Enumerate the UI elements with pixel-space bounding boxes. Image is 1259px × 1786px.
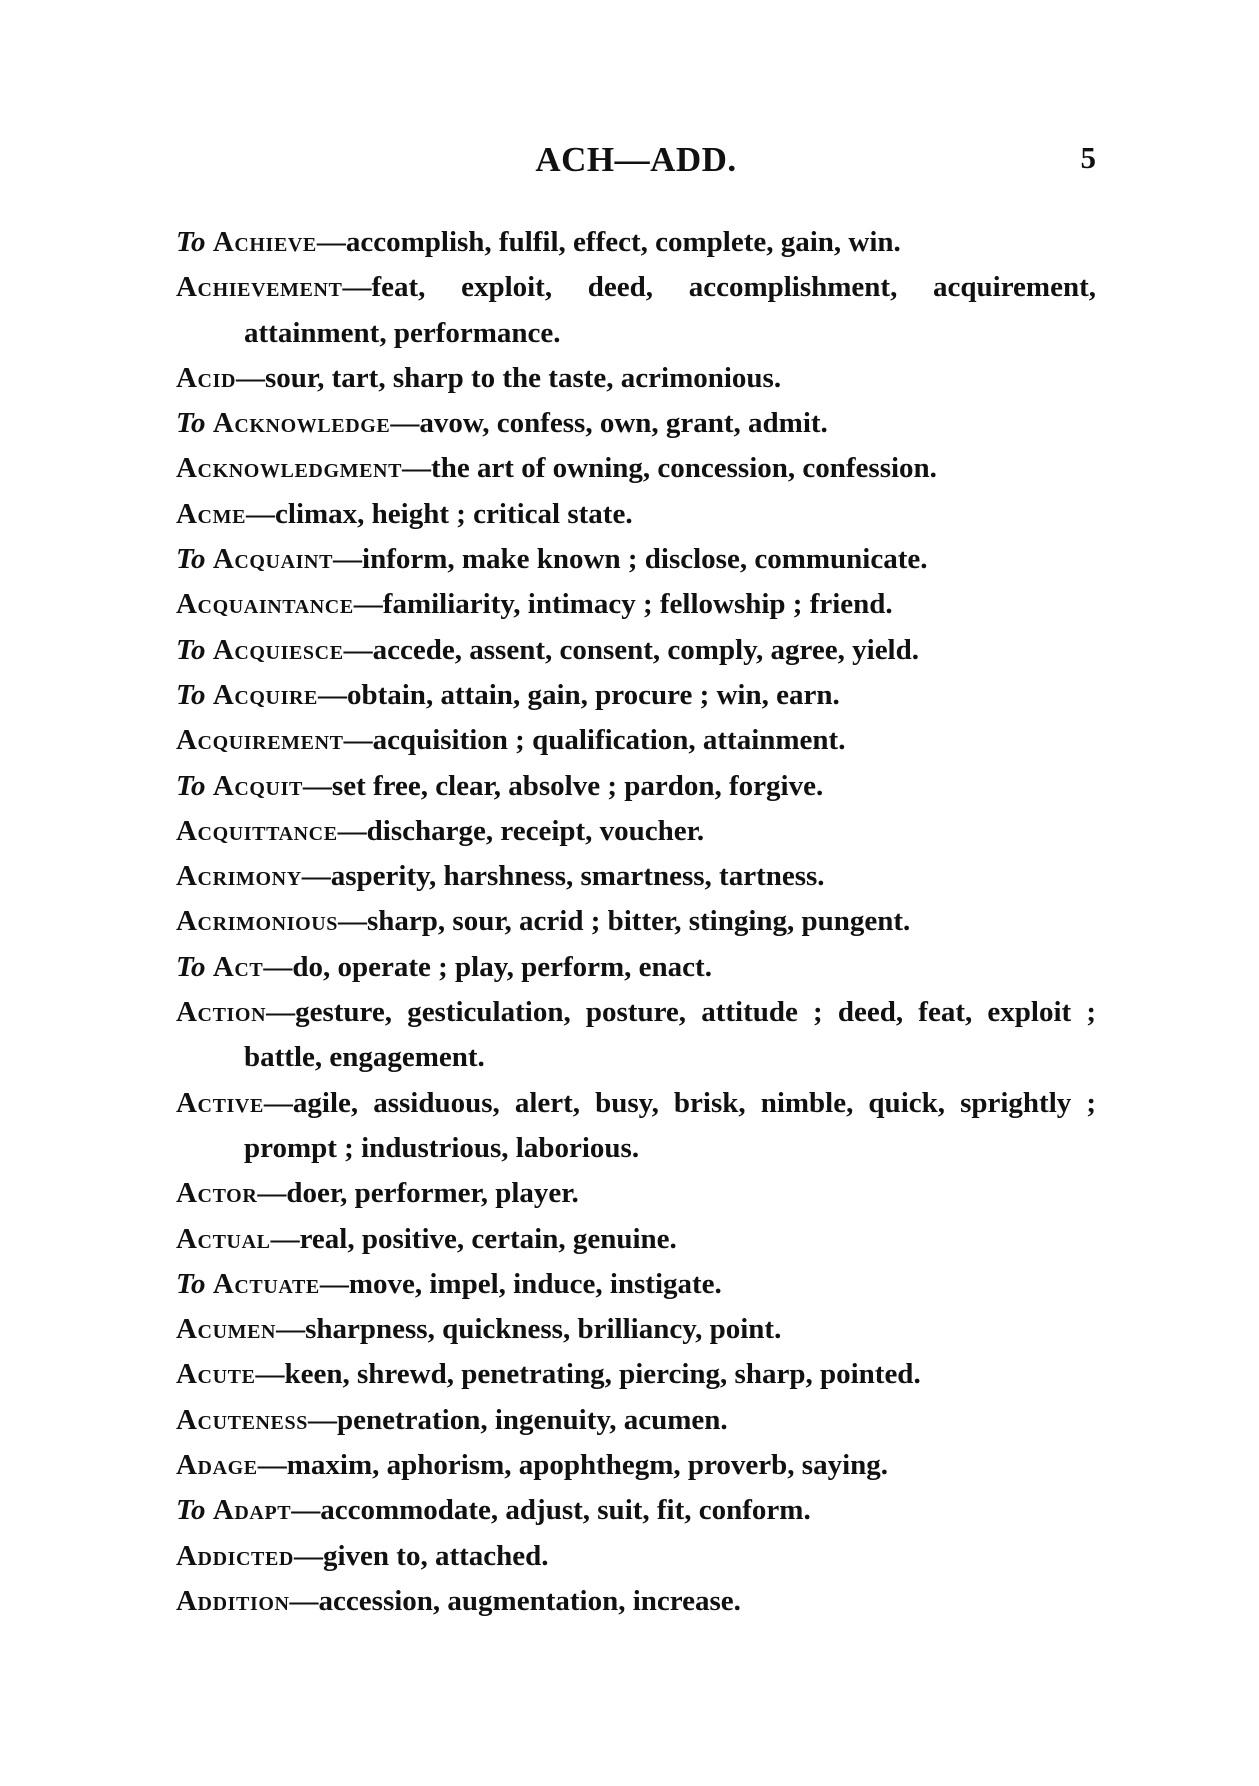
entry-definition: —inform, make known ; disclose, communicate. bbox=[333, 543, 928, 576]
entry-definition: —penetration, ingenuity, acumen. bbox=[307, 1403, 728, 1436]
entry-headword: Acquirement bbox=[176, 724, 344, 757]
entry-headword: Acknowledge bbox=[212, 407, 391, 440]
entry-definition: —discharge, receipt, voucher. bbox=[337, 814, 705, 847]
entry-headword: Acuteness bbox=[176, 1403, 308, 1436]
entry bbox=[176, 220, 1096, 265]
entry-definition: —sharpness, quickness, brilliancy, point. bbox=[276, 1313, 782, 1346]
entry-definition: —move, impel, induce, instigate. bbox=[319, 1267, 722, 1300]
entry-headword: Actuate bbox=[212, 1267, 320, 1300]
entry-definition: —gesture, gesticulation, posture, attitude ; deed, feat, exploit ; battle, engagement. bbox=[244, 996, 1096, 1074]
entry-headword: Acquaint bbox=[212, 543, 334, 576]
entry bbox=[176, 628, 1096, 673]
entry-definition: —doer, performer, player. bbox=[257, 1177, 579, 1210]
entry bbox=[176, 265, 1096, 356]
entry-definition: —do, operate ; play, perform, enact. bbox=[263, 950, 712, 983]
entry-headword: Action bbox=[176, 996, 267, 1029]
entry-headword: Achievement bbox=[176, 271, 343, 304]
entry-headword: Acquaintance bbox=[176, 588, 354, 621]
entry-headword: Adage bbox=[176, 1449, 258, 1482]
entry bbox=[176, 1443, 1096, 1488]
entry-headword: Acid bbox=[176, 361, 237, 394]
entry-headword: Acute bbox=[176, 1358, 256, 1391]
entry-headword: Addicted bbox=[176, 1539, 294, 1572]
entry-headword: Achieve bbox=[212, 226, 317, 258]
entry-prefix: To bbox=[176, 633, 206, 666]
entry-definition: —accession, augmentation, increase. bbox=[289, 1584, 741, 1617]
entry bbox=[176, 809, 1096, 854]
entry-prefix: To bbox=[176, 1267, 206, 1300]
entry bbox=[176, 446, 1096, 491]
entry-prefix: To bbox=[176, 543, 206, 576]
entry-headword: Act bbox=[212, 950, 264, 983]
running-head bbox=[176, 140, 1096, 184]
entry-prefix: To bbox=[176, 407, 206, 440]
entry-definition: —agile, assiduous, alert, busy, brisk, nimble, quick, sprightly ; prompt ; industrious, laborious. bbox=[244, 1086, 1096, 1164]
entry-definition: —climax, height ; critical state. bbox=[246, 497, 633, 530]
entry-prefix: To bbox=[176, 226, 206, 258]
entry-headword: Active bbox=[176, 1086, 264, 1119]
entry-prefix: To bbox=[176, 1494, 206, 1527]
entry-headword: Acrimonious bbox=[176, 905, 338, 938]
entry-headword: Acrimony bbox=[176, 860, 302, 893]
entry-definition: —sharp, sour, acrid ; bitter, stinging, pungent. bbox=[338, 905, 911, 938]
entry-definition: —feat, exploit, deed, accomplishment, acquirement, attainment, performance. bbox=[244, 271, 1096, 349]
entry-headword: Acme bbox=[176, 497, 247, 530]
entry bbox=[176, 990, 1096, 1081]
entry bbox=[176, 899, 1096, 944]
entry-definition: —acquisition ; qualification, attainment. bbox=[343, 724, 846, 757]
entry bbox=[176, 764, 1096, 809]
entry-headword: Actor bbox=[176, 1177, 258, 1210]
entry-headword: Acumen bbox=[176, 1313, 277, 1346]
entry bbox=[176, 1579, 1096, 1624]
entry bbox=[176, 1488, 1096, 1533]
synonym-entry-list bbox=[176, 220, 1096, 1624]
entry bbox=[176, 537, 1096, 582]
entry bbox=[176, 718, 1096, 763]
entry-definition: —accommodate, adjust, suit, fit, conform. bbox=[291, 1494, 811, 1527]
entry-definition: —the art of owning, concession, confession. bbox=[402, 452, 937, 485]
entry-definition: —sour, tart, sharp to the taste, acrimonious. bbox=[236, 361, 782, 394]
entry-definition: —maxim, aphorism, apophthegm, proverb, saying. bbox=[257, 1449, 889, 1482]
entry-prefix: To bbox=[176, 678, 206, 711]
entry-definition: —asperity, harshness, smartness, tartness. bbox=[301, 860, 825, 893]
entry-headword: Acquit bbox=[212, 769, 303, 802]
entry bbox=[176, 582, 1096, 627]
entry bbox=[176, 356, 1096, 401]
page-number: 5 bbox=[1080, 140, 1096, 175]
entry bbox=[176, 854, 1096, 899]
entry-headword: Adapt bbox=[212, 1494, 292, 1527]
entry-prefix: To bbox=[176, 950, 206, 983]
entry bbox=[176, 492, 1096, 537]
entry bbox=[176, 1081, 1096, 1172]
entry bbox=[176, 945, 1096, 990]
entry bbox=[176, 1217, 1096, 1262]
entry bbox=[176, 1534, 1096, 1579]
entry-headword: Acknowledgment bbox=[176, 452, 403, 485]
entry bbox=[176, 401, 1096, 446]
entry-definition: —real, positive, certain, genuine. bbox=[270, 1222, 677, 1255]
entry-definition: —accomplish, fulfil, effect, complete, gain, win. bbox=[316, 226, 901, 258]
entry-definition: —familiarity, intimacy ; fellowship ; friend. bbox=[353, 588, 893, 621]
entry-headword: Acquiesce bbox=[212, 633, 344, 666]
entry bbox=[176, 1171, 1096, 1216]
entry-prefix: To bbox=[176, 769, 206, 802]
entry bbox=[176, 1262, 1096, 1307]
entry bbox=[176, 1398, 1096, 1443]
entry-definition: —keen, shrewd, penetrating, piercing, sharp, pointed. bbox=[255, 1358, 921, 1391]
entry bbox=[176, 673, 1096, 718]
entry-definition: —set free, clear, absolve ; pardon, forgive. bbox=[302, 769, 824, 802]
entry-definition: —given to, attached. bbox=[293, 1539, 549, 1572]
entry bbox=[176, 1352, 1096, 1397]
entry-definition: —avow, confess, own, grant, admit. bbox=[390, 407, 828, 440]
running-title: ACH—ADD. bbox=[535, 140, 737, 179]
entry-headword: Actual bbox=[176, 1222, 271, 1255]
entry-headword: Acquittance bbox=[176, 814, 338, 847]
entry bbox=[176, 1307, 1096, 1352]
entry-definition: —obtain, attain, gain, procure ; win, earn. bbox=[317, 678, 840, 711]
entry-headword: Acquire bbox=[212, 678, 318, 711]
entry-definition: —accede, assent, consent, comply, agree, yield. bbox=[343, 633, 919, 666]
entry-headword: Addition bbox=[176, 1584, 290, 1617]
